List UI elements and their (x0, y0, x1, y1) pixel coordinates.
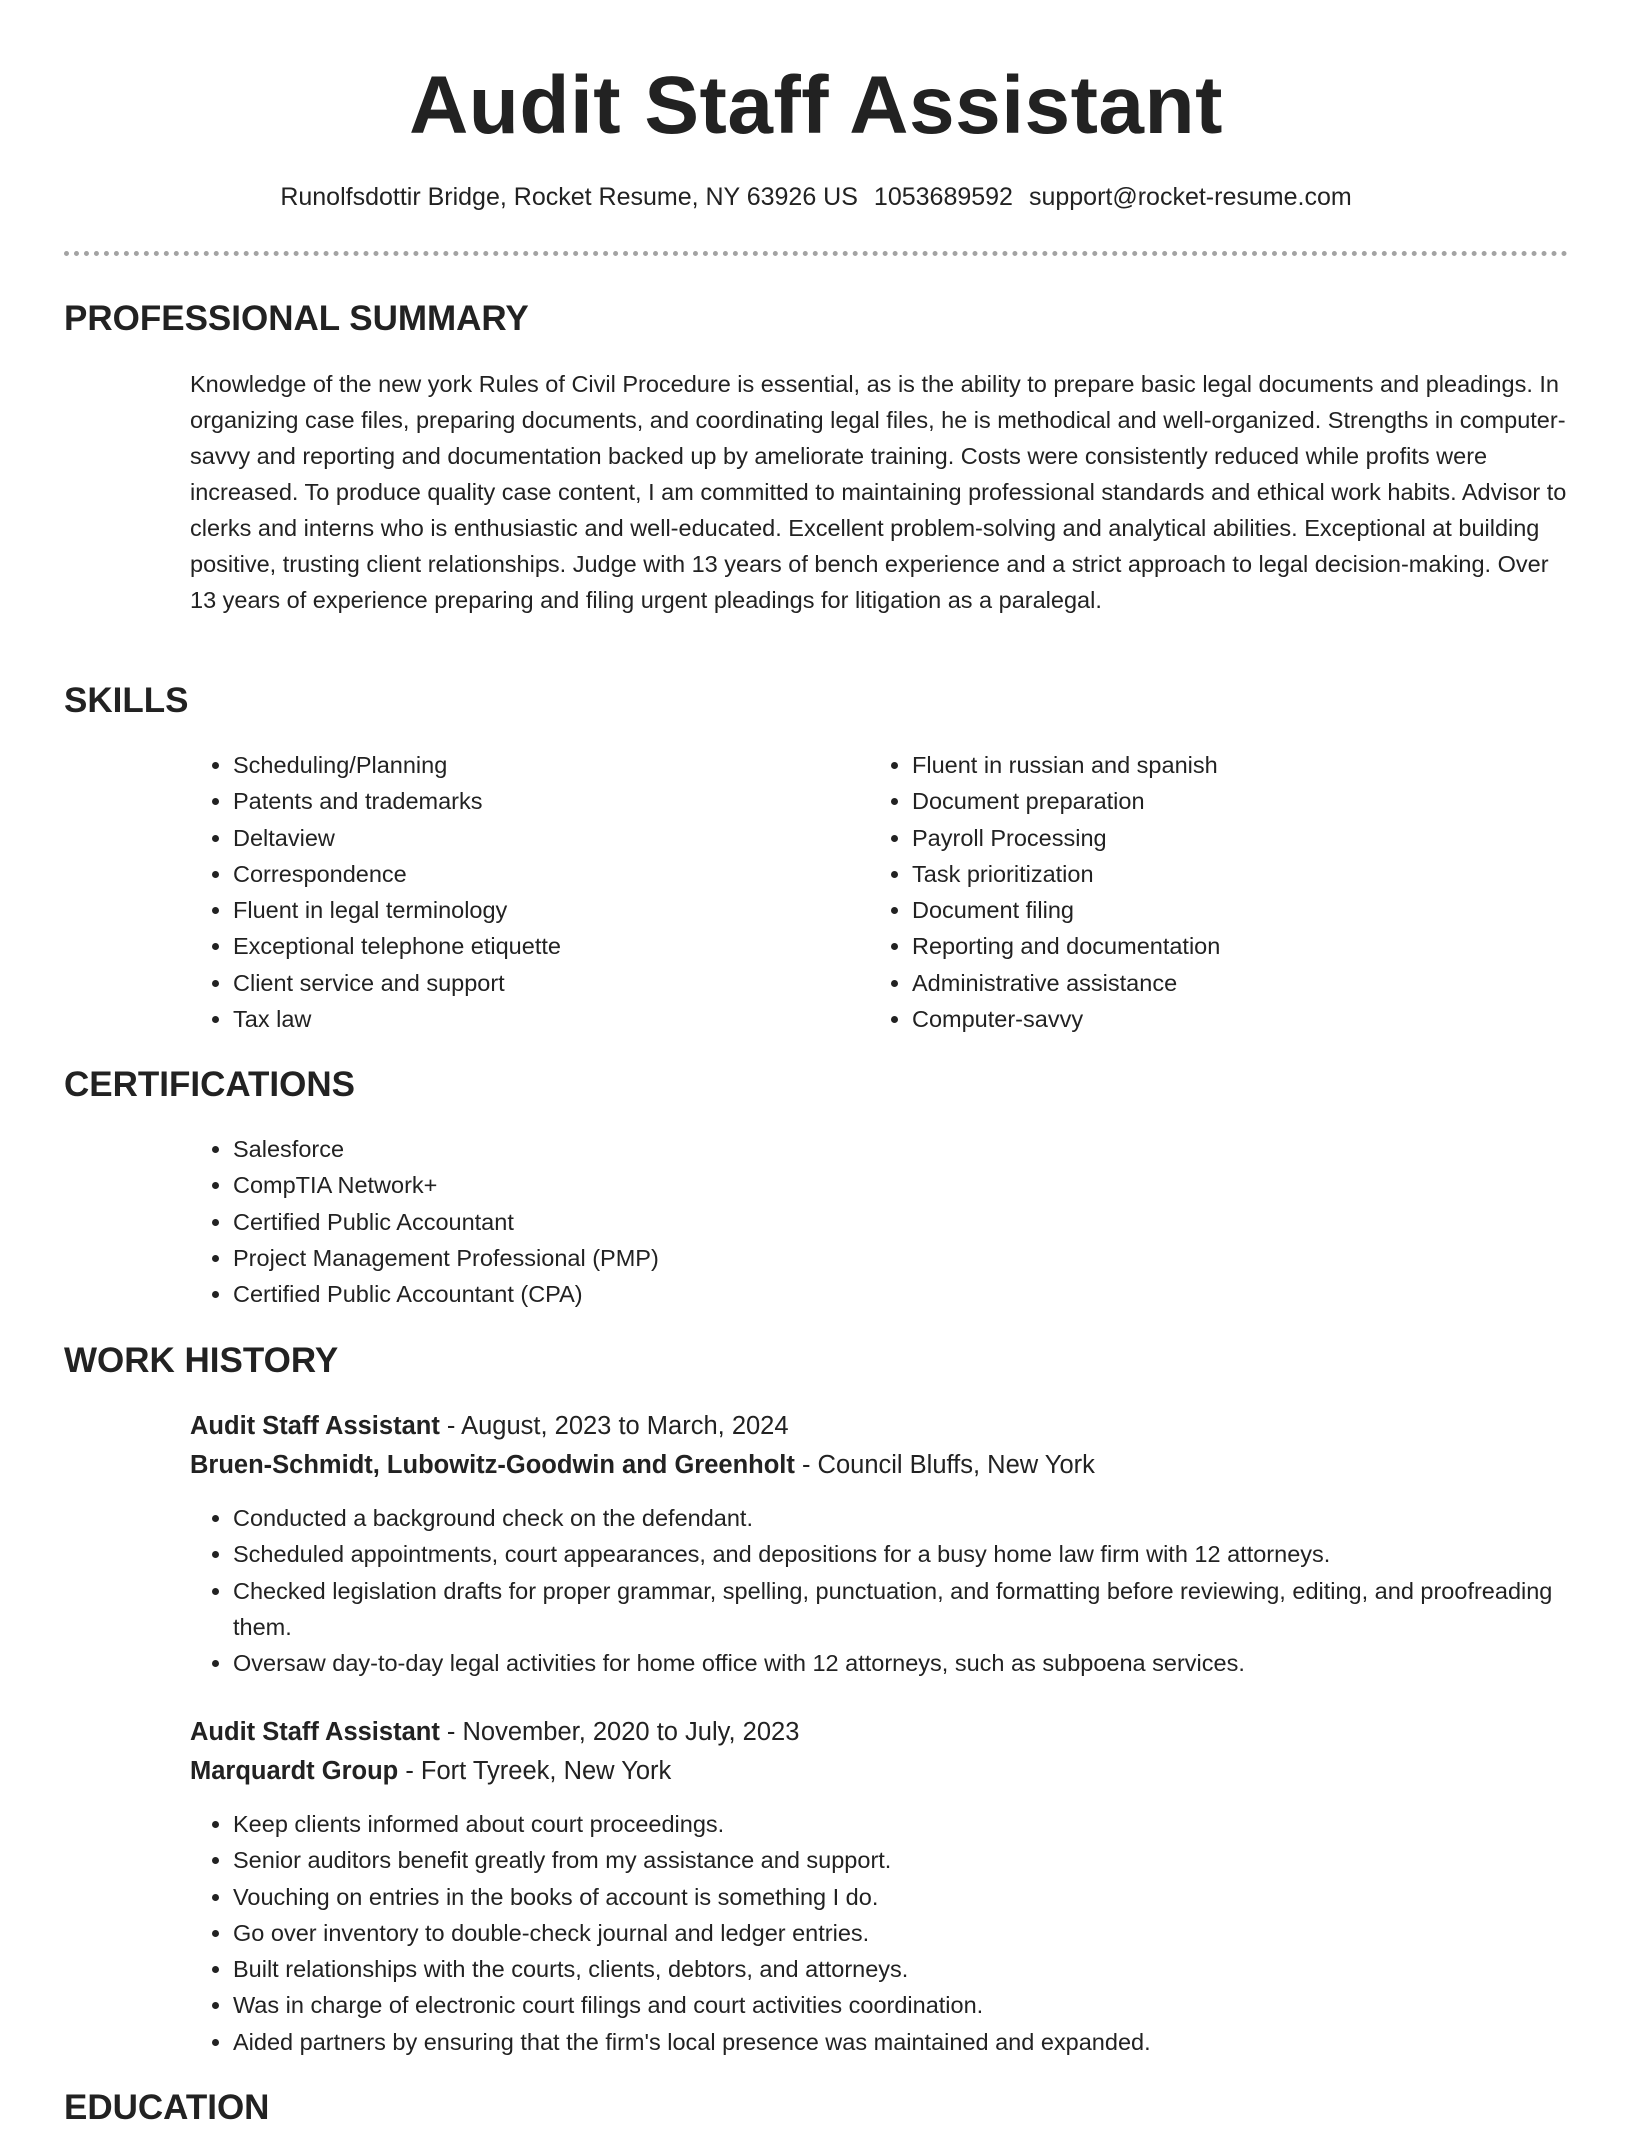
list-item: • Fluent in russian and spanish (912, 747, 1562, 783)
contact-email[interactable]: support@rocket-resume.com (1028, 183, 1352, 211)
list-item: • Task prioritization (912, 856, 1562, 892)
skills-list-right (869, 747, 1562, 1037)
summary-text: Knowledge of the new york Rules of Civil Procedure is essential, as is the ability to prepare basic legal documents and pleadings. In organizing case files, preparing documents, and coordinating legal files, he is methodical and well-organized. Strengths in computer-savvy and reporting and documentation backed up by ameliorate training. Costs were consistently reduced while profits were increased. To produce quality case content, I am committed to maintaining professional standards and ethical work habits. Advisor to clerks and interns who is enthusiastic and well-educated. Excellent problem-solving and analytical abilities. Exceptional at building positive, trusting client relationships. Judge with 13 years of bench experience and a strict approach to legal decision-making. Over 13 years of experience preparing and filing urgent pleadings for litigation as a paralegal. (190, 371, 1567, 613)
job-dates: - August, 2023 to March, 2024 (439, 1412, 789, 1440)
section-title-work-history: WORK HISTORY (64, 1341, 339, 1380)
list-item: • Vouching on entries in the books of account is something I do. (233, 1879, 1568, 1915)
list-item: • Tax law (233, 1001, 853, 1037)
list-item: • Scheduling/Planning (233, 747, 853, 783)
list-item: • Conducted a background check on the defendant. (233, 1500, 1568, 1536)
list-item: • Oversaw day-to-day legal activities for home office with 12 attorneys, such as subpoena services. (233, 1645, 1568, 1681)
job-2-bullets (190, 1806, 1568, 2060)
list-item: • Patents and trademarks (233, 783, 853, 819)
list-item: • Scheduled appointments, court appearances, and depositions for a busy home law firm with 12 attorneys. (233, 1536, 1568, 1572)
list-item: • Built relationships with the courts, clients, debtors, and attorneys. (233, 1951, 1568, 1987)
list-item: • Document preparation (912, 783, 1562, 819)
list-item: • Salesforce (233, 1131, 1533, 1167)
job-company: Marquardt Group (190, 1757, 399, 1785)
job-dates: - November, 2020 to July, 2023 (439, 1718, 800, 1746)
section-title-skills: SKILLS (64, 681, 189, 720)
list-item: • Senior auditors benefit greatly from my assistance and support. (233, 1842, 1568, 1878)
contact-address: Runolfsdottir Bridge, Rocket Resume, NY 63926 US (280, 183, 858, 211)
list-item: • CompTIA Network+ (233, 1167, 1533, 1203)
list-item: • Project Management Professional (PMP) (233, 1240, 1533, 1276)
job-company: Bruen-Schmidt, Lubowitz-Goodwin and Greenholt (190, 1451, 795, 1479)
list-item: • Go over inventory to double-check journal and ledger entries. (233, 1915, 1568, 1951)
list-item: • Aided partners by ensuring that the firm's local presence was maintained and expanded. (233, 2024, 1568, 2060)
list-item: • Fluent in legal terminology (233, 892, 853, 928)
list-item: • Certified Public Accountant (CPA) (233, 1276, 1533, 1312)
list-item: • Computer-savvy (912, 1001, 1562, 1037)
list-item: • Deltaview (233, 820, 853, 856)
list-item: • Was in charge of electronic court filings and court activities coordination. (233, 1987, 1568, 2023)
skills-list-left (190, 747, 853, 1037)
job-1-title-line (190, 1407, 789, 1445)
list-item: • Payroll Processing (912, 820, 1562, 856)
contact-phone: 1053689592 (873, 183, 1013, 211)
list-item: • Correspondence (233, 856, 853, 892)
list-item: • Certified Public Accountant (233, 1204, 1533, 1240)
job-1-company-line (190, 1446, 1095, 1484)
section-title-education: EDUCATION (64, 2088, 270, 2127)
list-item: • Client service and support (233, 965, 853, 1001)
job-2-company-line (190, 1752, 671, 1790)
list-item: • Exceptional telephone etiquette (233, 928, 853, 964)
list-item: • Administrative assistance (912, 965, 1562, 1001)
list-item: • Checked legislation drafts for proper grammar, spelling, punctuation, and formatting before reviewing, editing, and proofreading them. (233, 1573, 1568, 1646)
job-location: - Fort Tyreek, New York (398, 1757, 672, 1785)
job-role: Audit Staff Assistant (190, 1412, 440, 1440)
job-2-title-line (190, 1713, 799, 1751)
job-location: - Council Bluffs, New York (794, 1451, 1095, 1479)
section-title-certifications: CERTIFICATIONS (64, 1065, 356, 1104)
job-role: Audit Staff Assistant (190, 1718, 440, 1746)
list-item: • Keep clients informed about court proceedings. (233, 1806, 1568, 1842)
job-1-bullets (190, 1500, 1568, 1681)
section-title-summary: PROFESSIONAL SUMMARY (64, 299, 529, 338)
header-divider (64, 251, 1568, 256)
contact-line (0, 181, 1632, 213)
candidate-name: Audit Staff Assistant (409, 60, 1223, 151)
certifications-list (190, 1131, 1533, 1312)
list-item: • Document filing (912, 892, 1562, 928)
list-item: • Reporting and documentation (912, 928, 1562, 964)
